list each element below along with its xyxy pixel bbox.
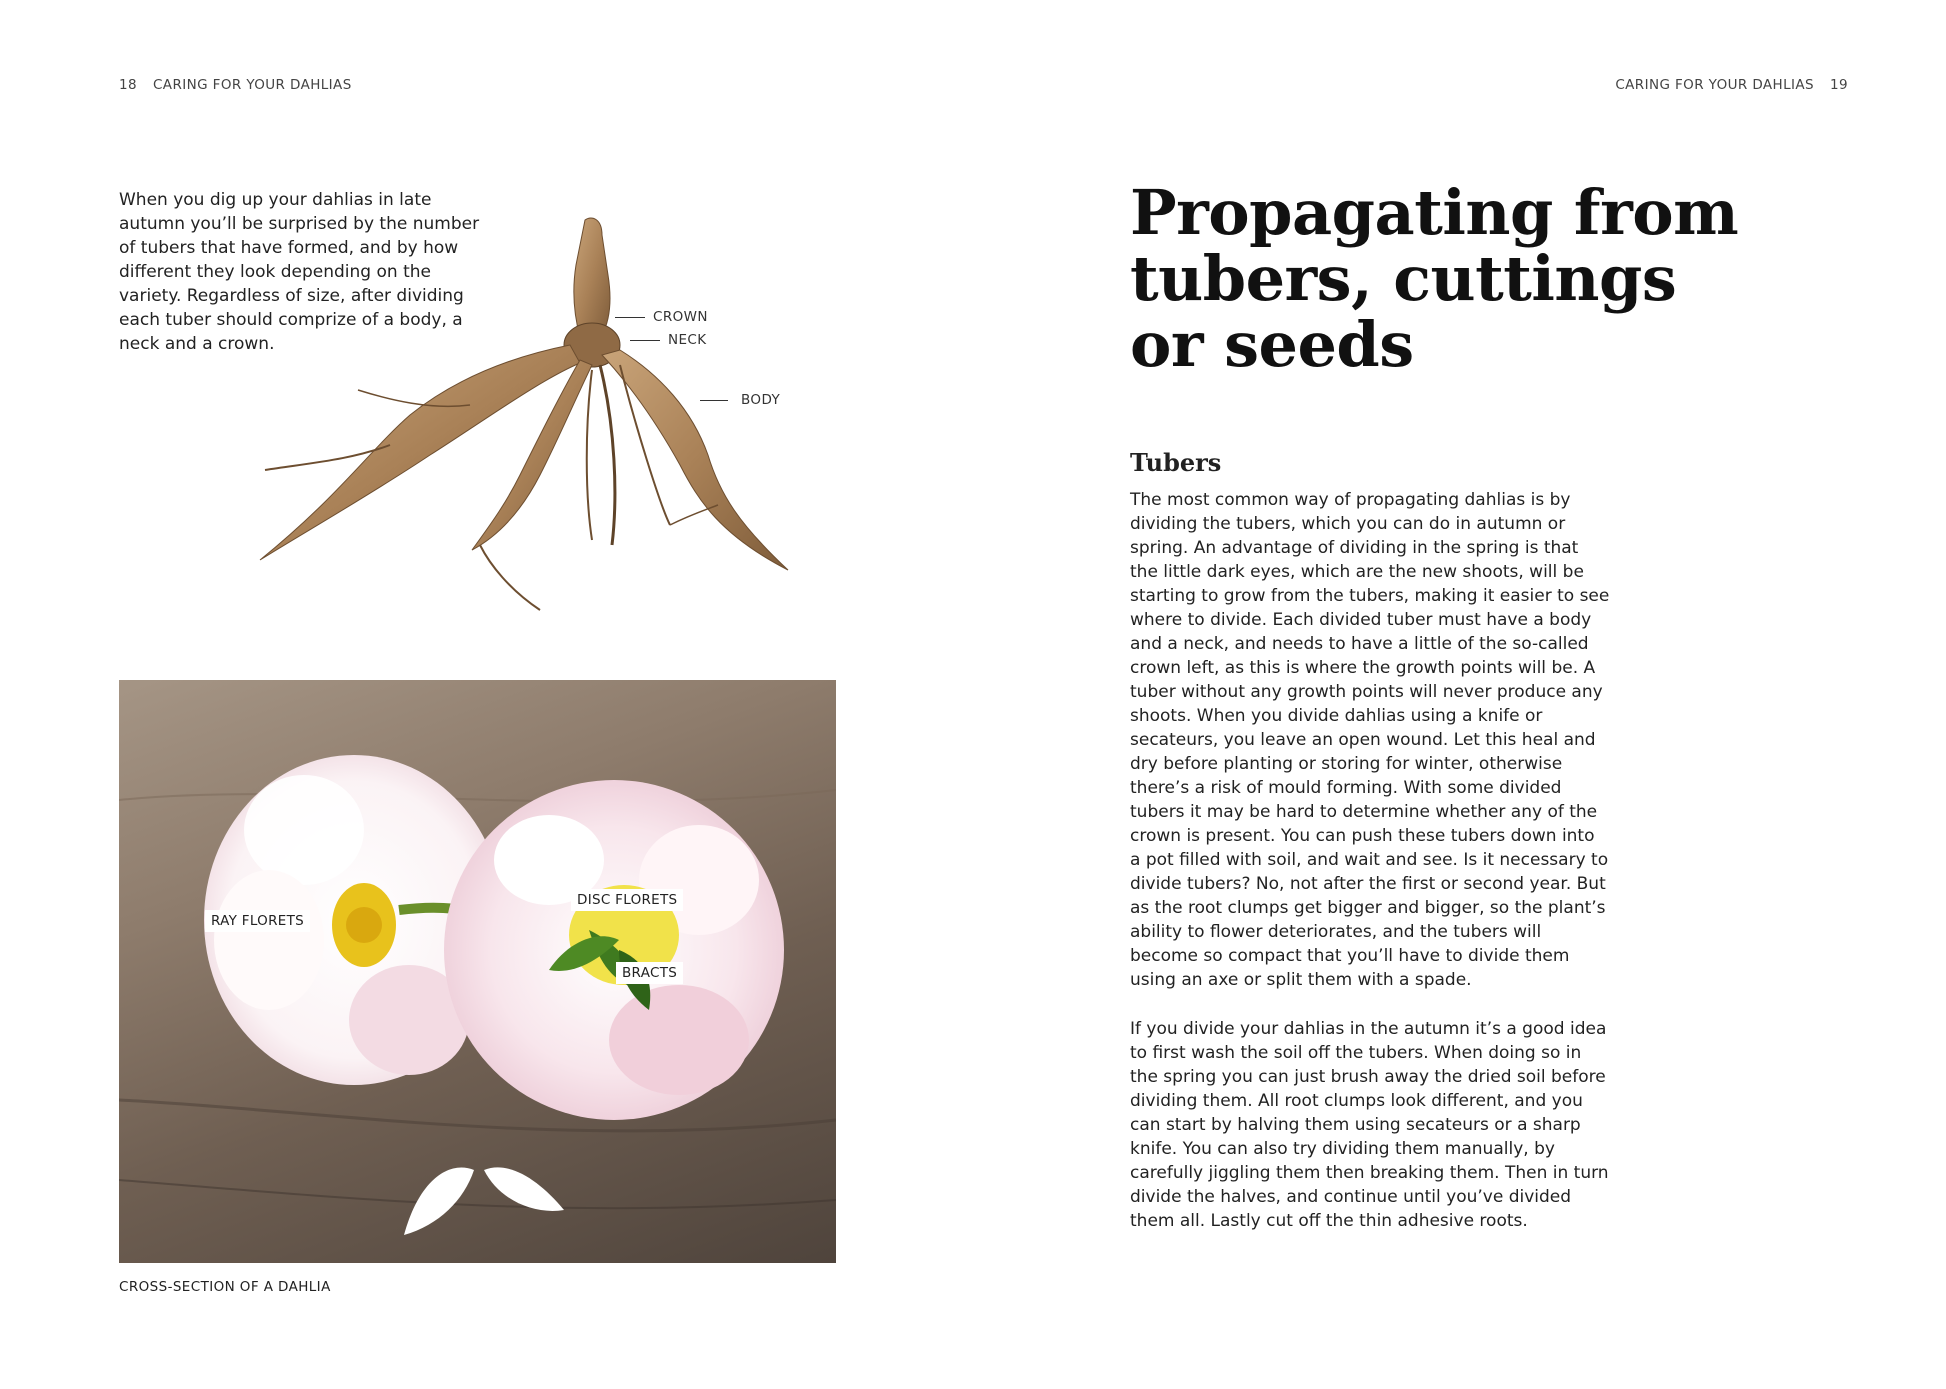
dahlia-photo-drawing	[119, 680, 836, 1263]
intro-paragraph: When you dig up your dahlias in late autumn you’ll be surprised by the number of tubers that have formed, and by how different they look depending on the variety. Regardless of size, after dividing each tuber should comprize of a body, a neck and a crown.	[119, 190, 480, 354]
label-neck: NECK	[668, 332, 707, 348]
label-bracts: BRACTS	[616, 962, 683, 984]
label-ray-florets: RAY FLORETS	[205, 910, 310, 932]
chapter-title-left: CARING FOR YOUR DAHLIAS	[152, 77, 352, 93]
neck-leader-line	[630, 340, 660, 341]
running-head-right	[1615, 77, 1848, 93]
body-paragraph-1: The most common way of propagating dahlias is by dividing the tubers, which you can do in autumn or spring. An advantage of dividing in the spring is that the little dark eyes, which are the new shoots, will be starting to grow from the tubers, making it easier to see where to divide. Each divided tuber must have a body and a neck, and needs to have a little of the so-called crown left, as this is where the growth points will be. A tuber without any growth points will never produce any shoots. When you divide dahlias using a knife or secateurs, you leave an open wound. Let this heal and dry before planting or storing for winter, otherwise there’s a risk of mould forming. With some divided tubers it may be hard to determine whether any of the crown is present. You can push these tubers down into a pot filled with soil, and wait and see. Is it necessary to divide tubers? No, not after the first or second year. But as the root clumps get bigger and bigger, so the plant’s ability to flower deteriorates, and the tubers will become so compact that you’ll have to divide them using an axe or split them with a spade.	[1130, 490, 1610, 990]
label-body: BODY	[741, 392, 781, 408]
dahlia-tuber-illustration	[240, 205, 820, 625]
dahlia-cross-section-photo	[119, 680, 836, 1263]
section-heading-tubers: Tubers	[1130, 448, 1222, 477]
crown-leader-line	[615, 317, 645, 318]
chapter-title-right: CARING FOR YOUR DAHLIAS	[1615, 77, 1815, 93]
page-title: Propagating from tubers, cuttings or seeds	[1130, 176, 1739, 381]
page-number-left: 18	[119, 77, 137, 93]
label-disc-florets: DISC FLORETS	[571, 889, 683, 911]
photo-caption: CROSS-SECTION OF A DAHLIA	[119, 1279, 331, 1295]
label-crown: CROWN	[653, 309, 708, 325]
body-leader-line	[700, 400, 728, 401]
body-paragraph-2: If you divide your dahlias in the autumn it’s a good idea to first wash the soil off the tubers. When doing so in the spring you can just brush away the dried soil before dividing them. All root clumps look different, and you can start by halving them using secateurs or a sharp knife. You can also try dividing them manually, by carefully jiggling them then breaking them. Then in turn divide the halves, and continue until you’ve divided them all. Lastly cut off the thin adhesive roots.	[1130, 1019, 1609, 1231]
running-head-left	[119, 77, 352, 93]
tuber-drawing	[240, 205, 820, 625]
page-number-right: 19	[1830, 77, 1848, 93]
